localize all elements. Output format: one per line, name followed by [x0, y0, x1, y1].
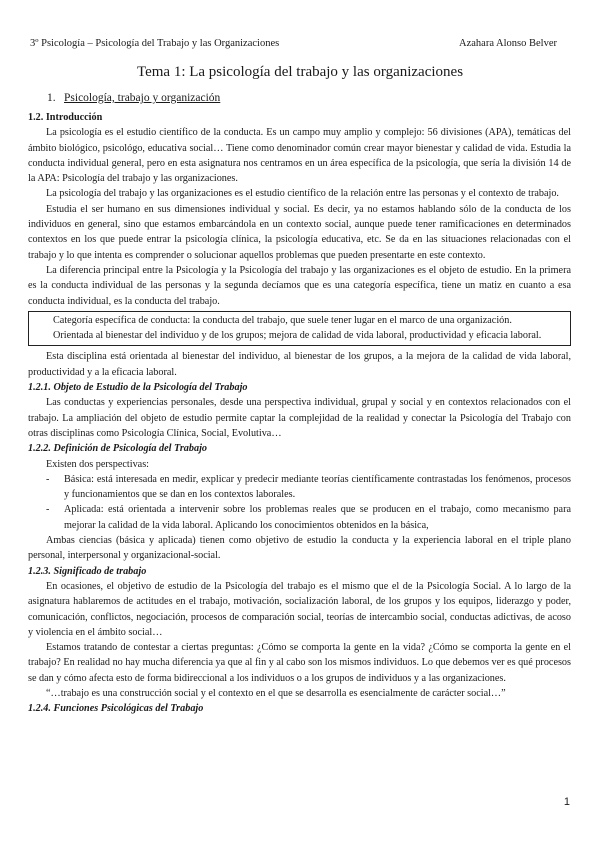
- list-item: [28, 502, 571, 533]
- list-item: [28, 472, 571, 503]
- header-course: 3º Psicología – Psicología del Trabajo y las Organizaciones: [30, 38, 280, 49]
- section-title: Psicología, trabajo y organización: [64, 92, 221, 104]
- heading-funciones: 1.2.4. Funciones Psicológicas del Trabajo: [28, 703, 204, 715]
- highlight-box: [28, 311, 571, 347]
- highlight-line-1: Categoría específica de conducta: la conducta del trabajo, que suele tener lugar en el marco de una organización.: [53, 314, 512, 326]
- highlight-line-2: Orientada al bienestar del individuo y de los grupos; mejora de calidad de vida laboral, productividad y eficacia laboral.: [53, 330, 542, 342]
- heading-introduccion: 1.2. Introducción: [28, 112, 103, 123]
- heading-significado: 1.2.3. Significado de trabajo: [28, 565, 147, 577]
- heading-objeto-estudio: 1.2.1. Objeto de Estudio de la Psicología del Trabajo: [28, 382, 248, 394]
- definicion-intro: Existen dos perspectivas:: [46, 458, 149, 470]
- page-number: 1: [563, 796, 570, 808]
- significado-paragraph-1: En ocasiones, el objetivo de estudio de la Psicología del trabajo es el mismo que el de la Psicología Social. A lo largo de la asignatura hablaremos de actitudes en el trabajo, motivación, socialización laboral, de los grupos y los equipos, liderazgo y poder, comunicación, conflictos, negociación, procesos de comparación social, teorías de intercambio social, conductas adictivas, de acoso y violencia en el ámbito social…: [28, 580, 571, 638]
- list-item-text: Aplicada: está orientada a intervenir sobre los problemas reales que se producen en el trabajo, como mecanismo para mejorar la calidad de la vida laboral. Aplicando los conocimientos obtenidos en la básica,: [64, 504, 571, 531]
- after-box-paragraph: Esta disciplina está orientada al bienestar del individuo, al bienestar de los grupos, a la mejora de la calidad de vida laboral, productividad y a la eficacia laboral.: [28, 351, 571, 378]
- intro-paragraph-1: La psicología es el estudio científico de la conducta. Es un campo muy amplio y complejo: 56 divisiones (APA), temáticas del ámbito biológico, psicológo, educativa social… Tiene como denominador común crear mayor bienestar y calidad de vida. Estudia la conducta individual general, pero en esta asignatura nos centramos en un área específica de la psicología, que sería la división 14 de la APA: Psicología del trabajo y las organizaciones.: [28, 127, 571, 185]
- list-item-text: Básica: está interesada en medir, explicar y predecir mediante teorías científicamente contrastadas los fenómenos, procesos y funcionamientos que se dan en los contextos laborales.: [64, 473, 571, 501]
- document-body: [28, 110, 571, 717]
- header-author: Azahara Alonso Belver: [459, 38, 557, 49]
- intro-paragraph-2: La psicología del trabajo y las organizaciones es el estudio científico de la relación entre las personas y el contexto de trabajo.: [46, 188, 559, 200]
- list-item-marker: -: [46, 473, 50, 485]
- intro-paragraph-3: Estudia el ser humano en sus dimensiones individual y social. Es decir, ya no estamos hablando sólo de la conducta de los individuos en general, sino que estamos embarcándola en un contexto social, aunque puede tener ramificaciones en determinados contextos en los que puede entrar la psicología clínica, la psicología educativa, etc. Se da en las situaciones relacionadas con el trabajo y lo que intenta es comprender o solucionar aquellos problemas que pueden presentarte en este contexto.: [28, 203, 571, 261]
- definicion-closing: Ambas ciencias (básica y aplicada) tienen como objetivo de estudio la conducta y la experiencia laboral en el triple plano personal, interpersonal y organizacional-social.: [28, 535, 571, 562]
- list-item-marker: -: [46, 504, 50, 516]
- significado-quote: “…trabajo es una construcción social y el contexto en el que se desarrolla es esencialmente de carácter social…”: [46, 687, 506, 699]
- intro-paragraph-4: La diferencia principal entre la Psicología y la Psicología del trabajo y las organizaciones es el objeto de estudio. En la primera es la conducta individual de las personas y la segunda decíamos que es una categoría específica, tiene un matiz en cuanto a esa conducta individual, es la conducta del trabajo.: [28, 264, 571, 307]
- significado-paragraph-2: Estamos tratando de contestar a ciertas preguntas: ¿Cómo se comporta la gente en la vida? ¿Cómo se comporta la gente en el trabajo? En realidad no hay mucha diferencia ya que al fin y al cabo son los mismos individuos. Lo que debemos ver es qué procesos se dan y cómo afecta esto de forma bidireccional a los individuos o a los grupos de individuos y a las organizaciones.: [28, 642, 571, 684]
- objeto-paragraph: Las conductas y experiencias personales, desde una perspectiva individual, grupal y social y en contextos relacionados con el trabajo. La ampliación del objeto de estudio permite captar la complejidad de la realidad y conectar la Psicología del Trabajo con otras disciplinas como Psicología Clínica, Social, Evolutiva…: [28, 397, 571, 439]
- section-number: 1.: [47, 92, 56, 104]
- page-title: Tema 1: La psicología del trabajo y las organizaciones: [136, 64, 464, 80]
- heading-definicion: 1.2.2. Definición de Psicología del Trabajo: [28, 443, 208, 455]
